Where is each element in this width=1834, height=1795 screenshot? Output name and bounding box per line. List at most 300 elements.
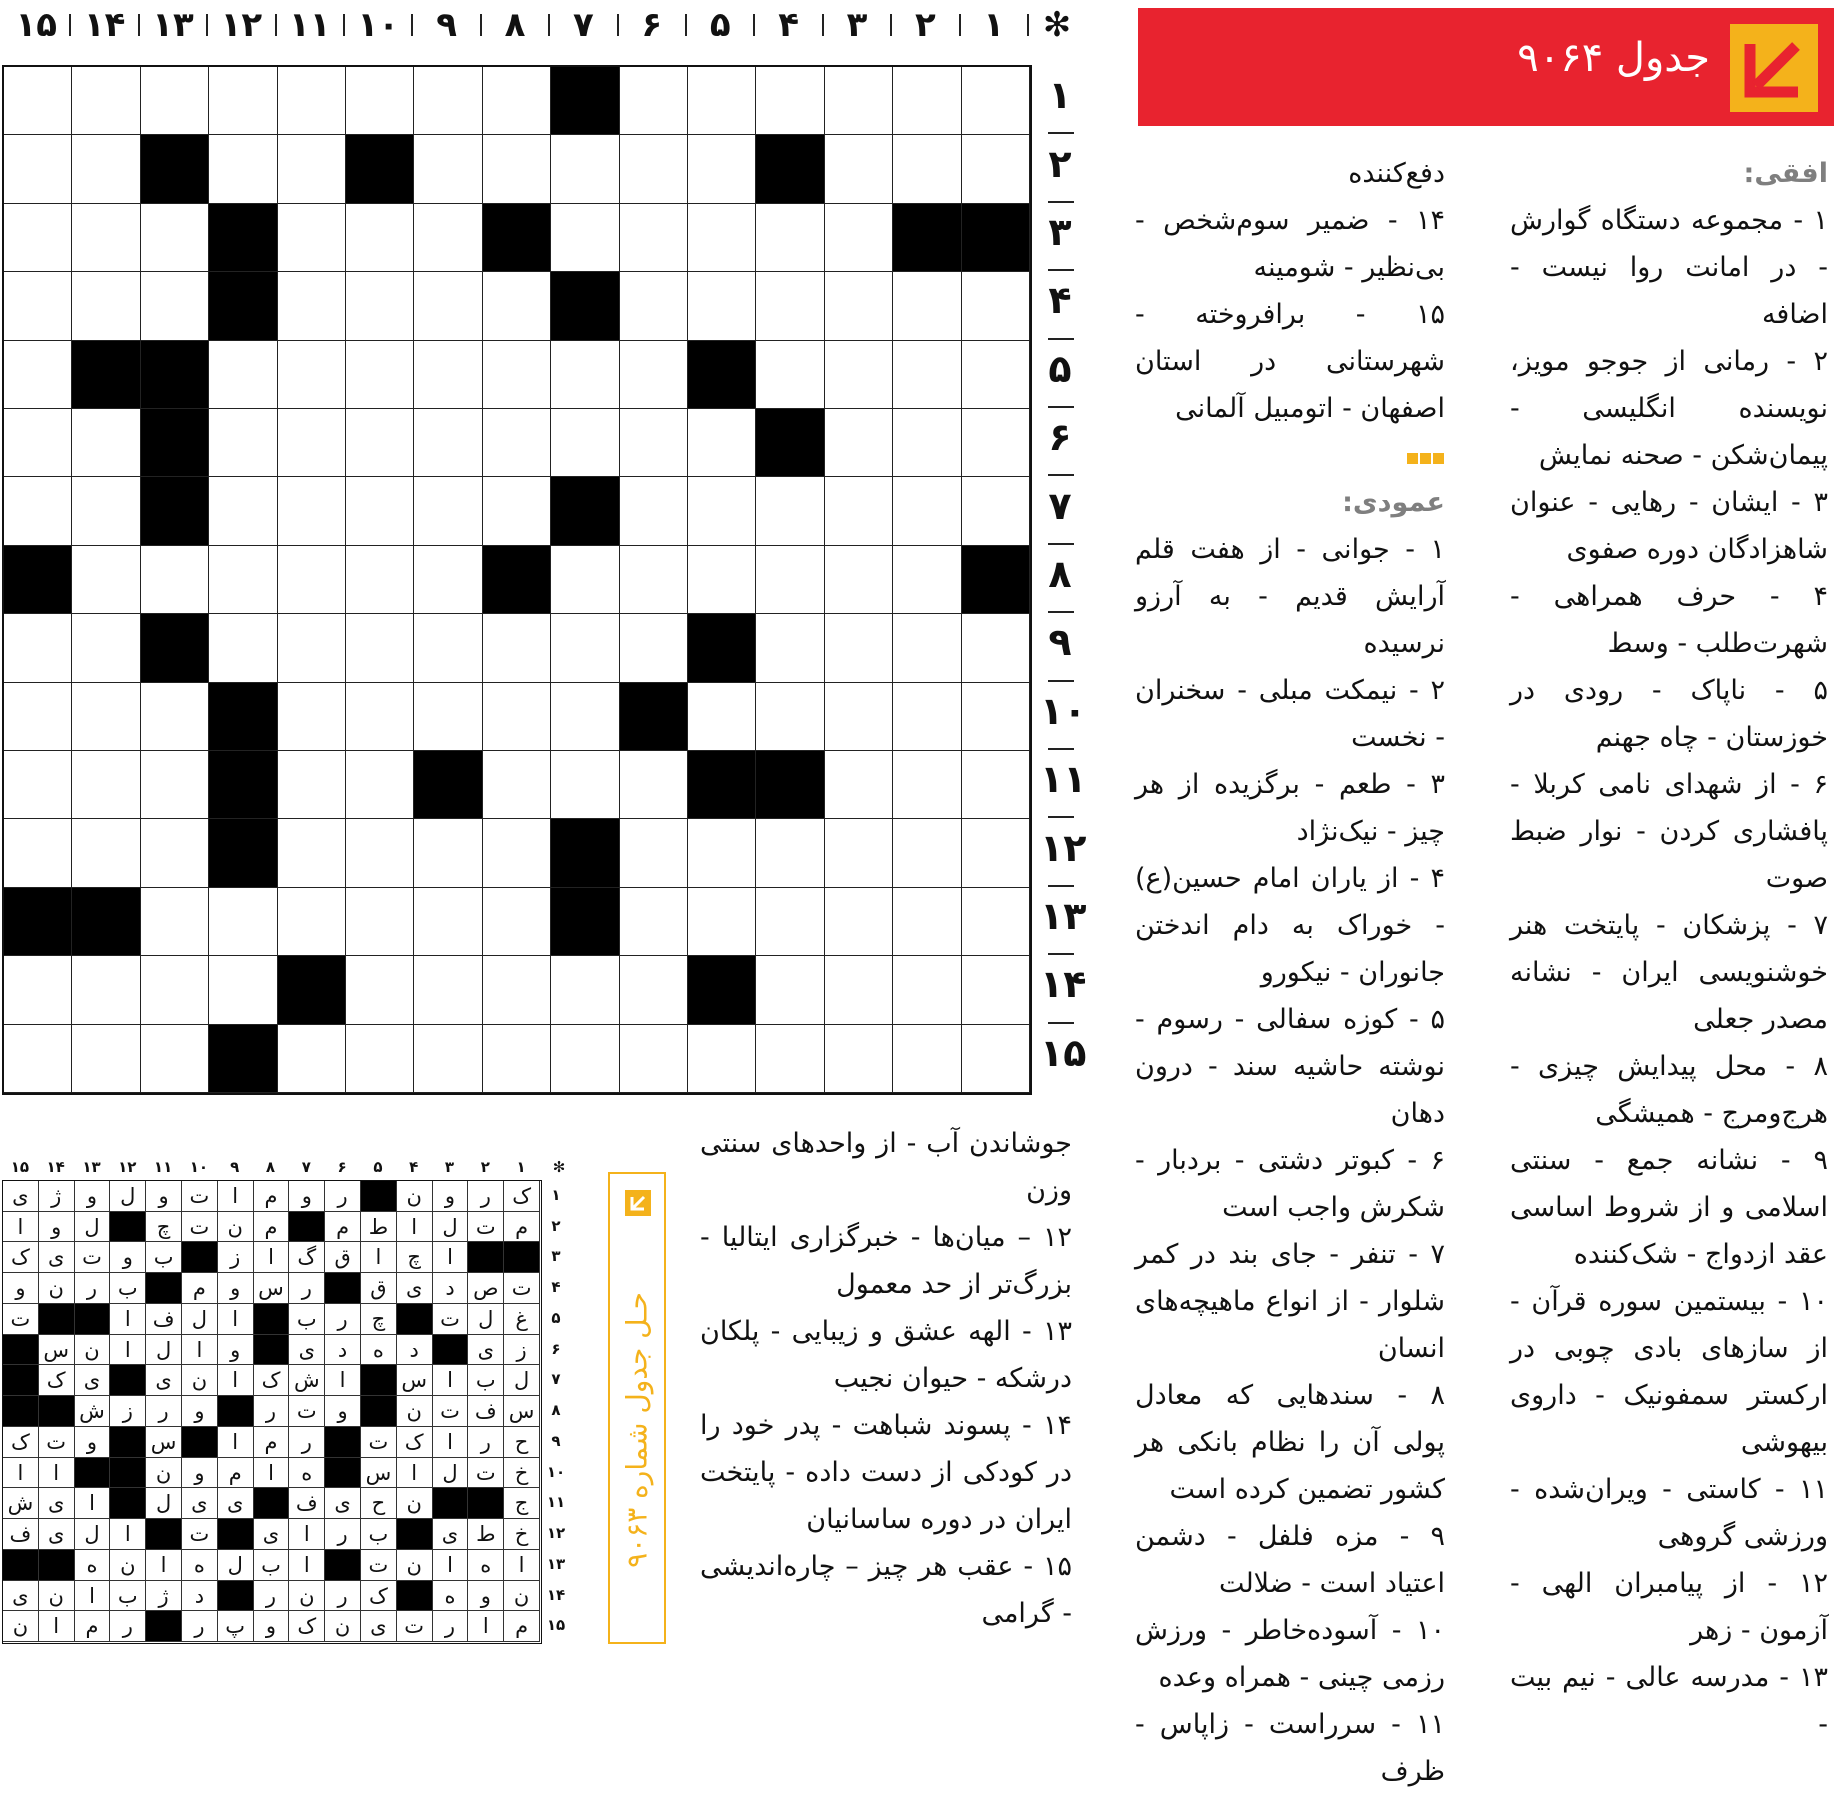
- solution-letter: ا: [218, 1181, 254, 1212]
- solution-letter: ی: [146, 1365, 182, 1396]
- white-cell: [278, 546, 346, 614]
- black-cell: [110, 1427, 146, 1458]
- black-cell: [3, 1365, 39, 1396]
- white-cell: [278, 67, 346, 135]
- white-cell: [551, 409, 619, 477]
- white-cell: [962, 272, 1030, 340]
- solution-letter: ی: [39, 1488, 75, 1519]
- clue-text: ۲ - رمانی از جوجو مویز، نویسنده انگلیسی - پیمان‌شکن - صحنه نمایش: [1510, 346, 1828, 471]
- black-cell: [146, 1519, 182, 1550]
- solution-letter: ت: [39, 1427, 75, 1458]
- white-cell: [551, 341, 619, 409]
- row-number: ۲: [1048, 141, 1072, 186]
- white-cell: [620, 204, 688, 272]
- black-cell: [110, 1458, 146, 1489]
- white-cell: [962, 888, 1030, 956]
- solution-letter: ب: [146, 1242, 182, 1273]
- white-cell: [688, 546, 756, 614]
- white-cell: [414, 272, 482, 340]
- white-cell: [278, 1025, 346, 1093]
- column-separator: [959, 14, 961, 36]
- solution-letter: ت: [289, 1396, 325, 1427]
- solution-column-number: ۷: [301, 1158, 311, 1176]
- white-cell: [278, 135, 346, 203]
- clues-column-3: [700, 1120, 1072, 1637]
- clues-column-1: [1510, 150, 1828, 1748]
- white-cell: [962, 409, 1030, 477]
- clue-text: ۱۲ – میان‌ها - خبرگزاری ایتالیا - بزرگ‌تر از حد معمول: [700, 1222, 1072, 1300]
- solution-letter: پ: [218, 1611, 254, 1642]
- column-number: ۳: [846, 5, 868, 45]
- solution-letter: ر: [433, 1611, 469, 1642]
- row-separator: [1048, 406, 1074, 408]
- white-cell: [4, 409, 72, 477]
- white-cell: [551, 546, 619, 614]
- solution-letter: ن: [146, 1458, 182, 1489]
- solution-letter: ق: [325, 1242, 361, 1273]
- column-number: ۱۲: [220, 5, 263, 45]
- black-cell: [756, 135, 824, 203]
- section-heading: عمودی:: [1342, 487, 1445, 518]
- solution-letter: ا: [361, 1242, 397, 1273]
- black-cell: [756, 409, 824, 477]
- black-cell: [688, 956, 756, 1024]
- solution-letter: ن: [289, 1581, 325, 1612]
- column-separator: [1027, 14, 1029, 36]
- row-separator: [1048, 953, 1074, 955]
- black-cell: [361, 1181, 397, 1212]
- black-cell: [39, 1304, 75, 1335]
- white-cell: [141, 751, 209, 819]
- solution-letter: ر: [468, 1427, 504, 1458]
- white-cell: [346, 956, 414, 1024]
- white-cell: [756, 341, 824, 409]
- puzzle-row-numbers: [1040, 65, 1087, 1095]
- solution-letter: خ: [504, 1458, 540, 1489]
- white-cell: [962, 67, 1030, 135]
- solution-column-number: ۱: [516, 1158, 526, 1176]
- solution-letter: ا: [325, 1365, 361, 1396]
- solution-letter: ر: [468, 1181, 504, 1212]
- black-cell: [141, 341, 209, 409]
- white-cell: [825, 1025, 893, 1093]
- solution-letter: ی: [361, 1611, 397, 1642]
- clue-text: ۵ - ناپاک - رودی در خوزستان - چاه جهنم: [1510, 675, 1828, 753]
- row-separator: [1048, 474, 1074, 476]
- black-cell: [209, 683, 277, 751]
- solution-letter: ا: [433, 1365, 469, 1396]
- clue-text: ۱ - جوانی - از هفت قلم آرایش قدیم - به آرزو نرسیده: [1135, 534, 1445, 659]
- white-cell: [825, 683, 893, 751]
- solution-letter: ی: [289, 1335, 325, 1366]
- solution-letter: ل: [75, 1519, 111, 1550]
- solution-letter: چ: [146, 1212, 182, 1243]
- white-cell: [893, 546, 961, 614]
- white-cell: [346, 819, 414, 887]
- solution-letter: ز: [504, 1335, 540, 1366]
- clue-text: ۶ - از شهدای نامی کربلا - پافشاری کردن - نوار ضبط صوت: [1510, 769, 1828, 894]
- clue-text: ۱۱ - کاستی - ویران‌شده - ورزشی گروهی: [1510, 1474, 1828, 1552]
- solution-letter: ن: [397, 1550, 433, 1581]
- row-separator: [1048, 885, 1074, 887]
- solution-letter: ا: [254, 1458, 290, 1489]
- solution-letter: م: [504, 1611, 540, 1642]
- crossword-grid: [2, 65, 1032, 1095]
- arrow-down-left-icon: [1730, 24, 1818, 112]
- white-cell: [825, 546, 893, 614]
- solution-row-number: ۱۰: [546, 1462, 566, 1481]
- clue-text: ۴ - از یاران امام حسین(ع) - خوراک به دام اندختن جانوران - نیکورو: [1135, 863, 1445, 988]
- solution-letter: ط: [468, 1519, 504, 1550]
- dot: [1420, 453, 1431, 464]
- solution-letter: ل: [146, 1335, 182, 1366]
- white-cell: [141, 1025, 209, 1093]
- solution-letter: ن: [110, 1550, 146, 1581]
- column-separator: [69, 14, 71, 36]
- solution-letter: س: [146, 1427, 182, 1458]
- clue-text: ۹ - نشانه جمع - سنتی اسلامی و از شروط اساسی عقد ازدواج - شک‌کننده: [1510, 1145, 1828, 1270]
- solution-letter: ن: [182, 1365, 218, 1396]
- white-cell: [551, 956, 619, 1024]
- solution-letter: ب: [110, 1273, 146, 1304]
- solution-letter: ا: [397, 1458, 433, 1489]
- white-cell: [756, 67, 824, 135]
- solution-letter: ل: [110, 1181, 146, 1212]
- row-number: ۱: [1048, 73, 1072, 118]
- solution-letter: و: [433, 1181, 469, 1212]
- solution-letter: ک: [3, 1242, 39, 1273]
- white-cell: [893, 683, 961, 751]
- white-cell: [756, 819, 824, 887]
- white-cell: [346, 546, 414, 614]
- white-cell: [825, 751, 893, 819]
- white-cell: [209, 477, 277, 545]
- white-cell: [414, 341, 482, 409]
- black-cell: [39, 1396, 75, 1427]
- solution-letter: ا: [504, 1550, 540, 1581]
- solution-letter: د: [325, 1335, 361, 1366]
- row-separator: [1048, 132, 1074, 134]
- white-cell: [962, 477, 1030, 545]
- solution-letter: ح: [504, 1427, 540, 1458]
- black-cell: [688, 341, 756, 409]
- column-separator: [343, 14, 345, 36]
- white-cell: [414, 409, 482, 477]
- black-cell: [146, 1273, 182, 1304]
- solution-letter: م: [182, 1273, 218, 1304]
- black-cell: [218, 1396, 254, 1427]
- white-cell: [893, 888, 961, 956]
- black-cell: [141, 477, 209, 545]
- white-cell: [141, 683, 209, 751]
- solution-letter: ن: [397, 1488, 433, 1519]
- white-cell: [483, 272, 551, 340]
- clue-text: ۸ - سندهایی که معادل پولی آن را نظام بانکی هر کشور تضمین کرده است: [1135, 1380, 1445, 1505]
- solution-column-number: ۱۵: [10, 1158, 30, 1176]
- white-cell: [4, 272, 72, 340]
- white-cell: [483, 614, 551, 682]
- dot: [1433, 453, 1444, 464]
- clue-text: ۷ - پزشکان - پایتخت هنر خوشنویسی ایران - نشانه مصدر جعلی: [1510, 910, 1828, 1035]
- column-number: ۶: [641, 5, 663, 45]
- white-cell: [278, 409, 346, 477]
- solution-letter: ب: [361, 1519, 397, 1550]
- solution-letter: ا: [110, 1335, 146, 1366]
- solution-row-number: ۱۵: [546, 1616, 566, 1635]
- solution-letter: ی: [218, 1488, 254, 1519]
- solution-letter: ژ: [39, 1181, 75, 1212]
- white-cell: [346, 409, 414, 477]
- black-cell: [278, 956, 346, 1024]
- clue-text: جوشاندن آب - از واحدهای سنتی وزن: [700, 1128, 1072, 1206]
- solution-letter: ا: [110, 1304, 146, 1335]
- solution-letter: ف: [146, 1304, 182, 1335]
- white-cell: [346, 683, 414, 751]
- column-number: ۹: [436, 5, 457, 45]
- white-cell: [893, 341, 961, 409]
- white-cell: [346, 341, 414, 409]
- solution-letter: ن: [397, 1181, 433, 1212]
- black-cell: [146, 1611, 182, 1642]
- column-number: ۱۰: [357, 5, 399, 45]
- white-cell: [825, 819, 893, 887]
- solution-letter: ا: [218, 1304, 254, 1335]
- solution-letter: ی: [3, 1581, 39, 1612]
- solution-letter: ز: [110, 1396, 146, 1427]
- solution-letter: ک: [289, 1611, 325, 1642]
- solution-letter: ت: [433, 1304, 469, 1335]
- solution-letter: و: [254, 1611, 290, 1642]
- white-cell: [551, 204, 619, 272]
- white-cell: [551, 1025, 619, 1093]
- black-cell: [414, 751, 482, 819]
- solution-column-number: ۵: [373, 1158, 383, 1176]
- row-number: ۴: [1048, 278, 1072, 323]
- black-cell: [39, 1550, 75, 1581]
- solution-letter: ا: [397, 1212, 433, 1243]
- row-number: ۱۱: [1040, 757, 1087, 802]
- white-cell: [72, 683, 140, 751]
- row-separator: [1048, 816, 1074, 818]
- solution-letter: ل: [75, 1212, 111, 1243]
- solution-letter: و: [182, 1458, 218, 1489]
- solution-letter: ه: [75, 1550, 111, 1581]
- solution-row-number: ۲: [551, 1216, 561, 1235]
- white-cell: [825, 135, 893, 203]
- row-separator: [1048, 1022, 1074, 1024]
- solution-letter: ر: [289, 1427, 325, 1458]
- white-cell: [278, 341, 346, 409]
- solution-letter: ص: [468, 1273, 504, 1304]
- solution-letter: س: [254, 1273, 290, 1304]
- black-cell: [962, 204, 1030, 272]
- white-cell: [4, 135, 72, 203]
- solution-letter: ت: [433, 1396, 469, 1427]
- white-cell: [209, 135, 277, 203]
- solution-letter: ه: [361, 1335, 397, 1366]
- solution-row-number: ۸: [551, 1401, 561, 1420]
- black-cell: [75, 1458, 111, 1489]
- solution-row-number: ۱۲: [546, 1524, 566, 1543]
- white-cell: [483, 751, 551, 819]
- column-number: ۱۵: [15, 5, 57, 45]
- solution-letter: ا: [433, 1427, 469, 1458]
- white-cell: [825, 614, 893, 682]
- solution-letter: ی: [3, 1181, 39, 1212]
- solution-letter: ت: [182, 1181, 218, 1212]
- white-cell: [346, 272, 414, 340]
- solution-letter: و: [75, 1427, 111, 1458]
- white-cell: [72, 751, 140, 819]
- solution-letter: ک: [504, 1181, 540, 1212]
- white-cell: [483, 477, 551, 545]
- solution-column-number: ۳: [444, 1158, 455, 1176]
- solution-letter: و: [39, 1212, 75, 1243]
- black-cell: [141, 135, 209, 203]
- column-number: ۱۴: [83, 5, 126, 45]
- solution-letter: د: [182, 1581, 218, 1612]
- solution-letter: ن: [39, 1273, 75, 1304]
- white-cell: [756, 204, 824, 272]
- row-separator: [1048, 680, 1074, 682]
- column-separator: [617, 14, 619, 36]
- row-separator: [1048, 611, 1074, 613]
- solution-letter: ا: [3, 1212, 39, 1243]
- solution-letter: م: [254, 1181, 290, 1212]
- black-cell: [254, 1488, 290, 1519]
- white-cell: [414, 135, 482, 203]
- white-cell: [141, 819, 209, 887]
- black-cell: [209, 204, 277, 272]
- clue-text: دفع‌کننده: [1348, 158, 1445, 189]
- white-cell: [688, 409, 756, 477]
- white-cell: [825, 272, 893, 340]
- solution-letter: ت: [504, 1273, 540, 1304]
- black-cell: [468, 1242, 504, 1273]
- solution-letter: ا: [182, 1335, 218, 1366]
- row-number: ۱۳: [1040, 894, 1087, 938]
- white-cell: [893, 67, 961, 135]
- corner-symbol: ✻: [1042, 5, 1072, 45]
- black-cell: [551, 477, 619, 545]
- white-cell: [4, 341, 72, 409]
- solution-letter: ا: [39, 1611, 75, 1642]
- solution-letter: ی: [182, 1488, 218, 1519]
- white-cell: [893, 1025, 961, 1093]
- white-cell: [825, 477, 893, 545]
- solution-letter: ن: [218, 1212, 254, 1243]
- solution-column-number: ۱۴: [46, 1158, 65, 1176]
- black-cell: [433, 1335, 469, 1366]
- column-separator: [548, 14, 550, 36]
- separator-dots: [1135, 432, 1445, 479]
- white-cell: [962, 819, 1030, 887]
- white-cell: [414, 67, 482, 135]
- solution-letter: ا: [218, 1365, 254, 1396]
- white-cell: [688, 67, 756, 135]
- white-cell: [893, 819, 961, 887]
- solution-letter: ا: [218, 1427, 254, 1458]
- solution-letter: چ: [397, 1242, 433, 1273]
- white-cell: [4, 819, 72, 887]
- white-cell: [893, 614, 961, 682]
- solution-row-number: ۱۴: [546, 1585, 566, 1604]
- clue-text: ۲ - نیمکت مبلی - سخنران - نخست: [1135, 675, 1445, 753]
- white-cell: [72, 956, 140, 1024]
- white-cell: [483, 956, 551, 1024]
- white-cell: [278, 751, 346, 819]
- white-cell: [962, 135, 1030, 203]
- white-cell: [141, 272, 209, 340]
- clue-text: ۷ - تنفر - جای بند در کمر شلوار - از انواع ماهیچه‌های انسان: [1135, 1239, 1445, 1364]
- white-cell: [620, 272, 688, 340]
- solution-letter: ق: [361, 1273, 397, 1304]
- white-cell: [72, 204, 140, 272]
- solution-letter: ل: [468, 1304, 504, 1335]
- clue-text: ۱۰ - بیستمین سوره قرآن - از سازهای بادی چوبی در ارکستر سمفونیک - داروی بیهوشی: [1510, 1286, 1828, 1458]
- solution-corner-symbol: ✻: [552, 1158, 566, 1176]
- column-number: ۱۱: [289, 5, 331, 45]
- solution-grid: [2, 1180, 542, 1644]
- white-cell: [414, 819, 482, 887]
- white-cell: [620, 409, 688, 477]
- white-cell: [962, 614, 1030, 682]
- solution-letter: ر: [289, 1273, 325, 1304]
- black-cell: [110, 1488, 146, 1519]
- white-cell: [4, 683, 72, 751]
- solution-letter: ر: [182, 1611, 218, 1642]
- solution-letter: و: [75, 1181, 111, 1212]
- white-cell: [141, 204, 209, 272]
- black-cell: [3, 1550, 39, 1581]
- white-cell: [620, 956, 688, 1024]
- column-separator: [685, 14, 687, 36]
- white-cell: [825, 67, 893, 135]
- white-cell: [346, 1025, 414, 1093]
- puzzle-column-numbers: [0, 0, 1075, 50]
- white-cell: [756, 888, 824, 956]
- solution-letter: ش: [3, 1488, 39, 1519]
- row-number: ۹: [1048, 620, 1072, 665]
- solution-row-number: ۵: [551, 1308, 561, 1327]
- black-cell: [3, 1396, 39, 1427]
- white-cell: [72, 409, 140, 477]
- solution-letter: ن: [39, 1581, 75, 1612]
- white-cell: [414, 1025, 482, 1093]
- black-cell: [504, 1242, 540, 1273]
- row-number: ۸: [1048, 552, 1072, 596]
- column-number: ۵: [709, 5, 731, 45]
- white-cell: [825, 956, 893, 1024]
- black-cell: [72, 888, 140, 956]
- solution-letter: و: [182, 1396, 218, 1427]
- solution-letter: ل: [504, 1365, 540, 1396]
- white-cell: [4, 1025, 72, 1093]
- white-cell: [620, 135, 688, 203]
- white-cell: [825, 341, 893, 409]
- solution-letter: ر: [325, 1581, 361, 1612]
- black-cell: [254, 1304, 290, 1335]
- solution-letter: م: [254, 1212, 290, 1243]
- white-cell: [756, 683, 824, 751]
- black-cell: [325, 1273, 361, 1304]
- solution-letter: ر: [325, 1519, 361, 1550]
- white-cell: [209, 888, 277, 956]
- row-number: ۱۲: [1040, 825, 1087, 870]
- solution-column-number: ۲: [480, 1158, 490, 1176]
- white-cell: [620, 546, 688, 614]
- clue-text: ۱ - مجموعه دستگاه گوارش - در امانت روا نیست - اضافه: [1510, 205, 1828, 330]
